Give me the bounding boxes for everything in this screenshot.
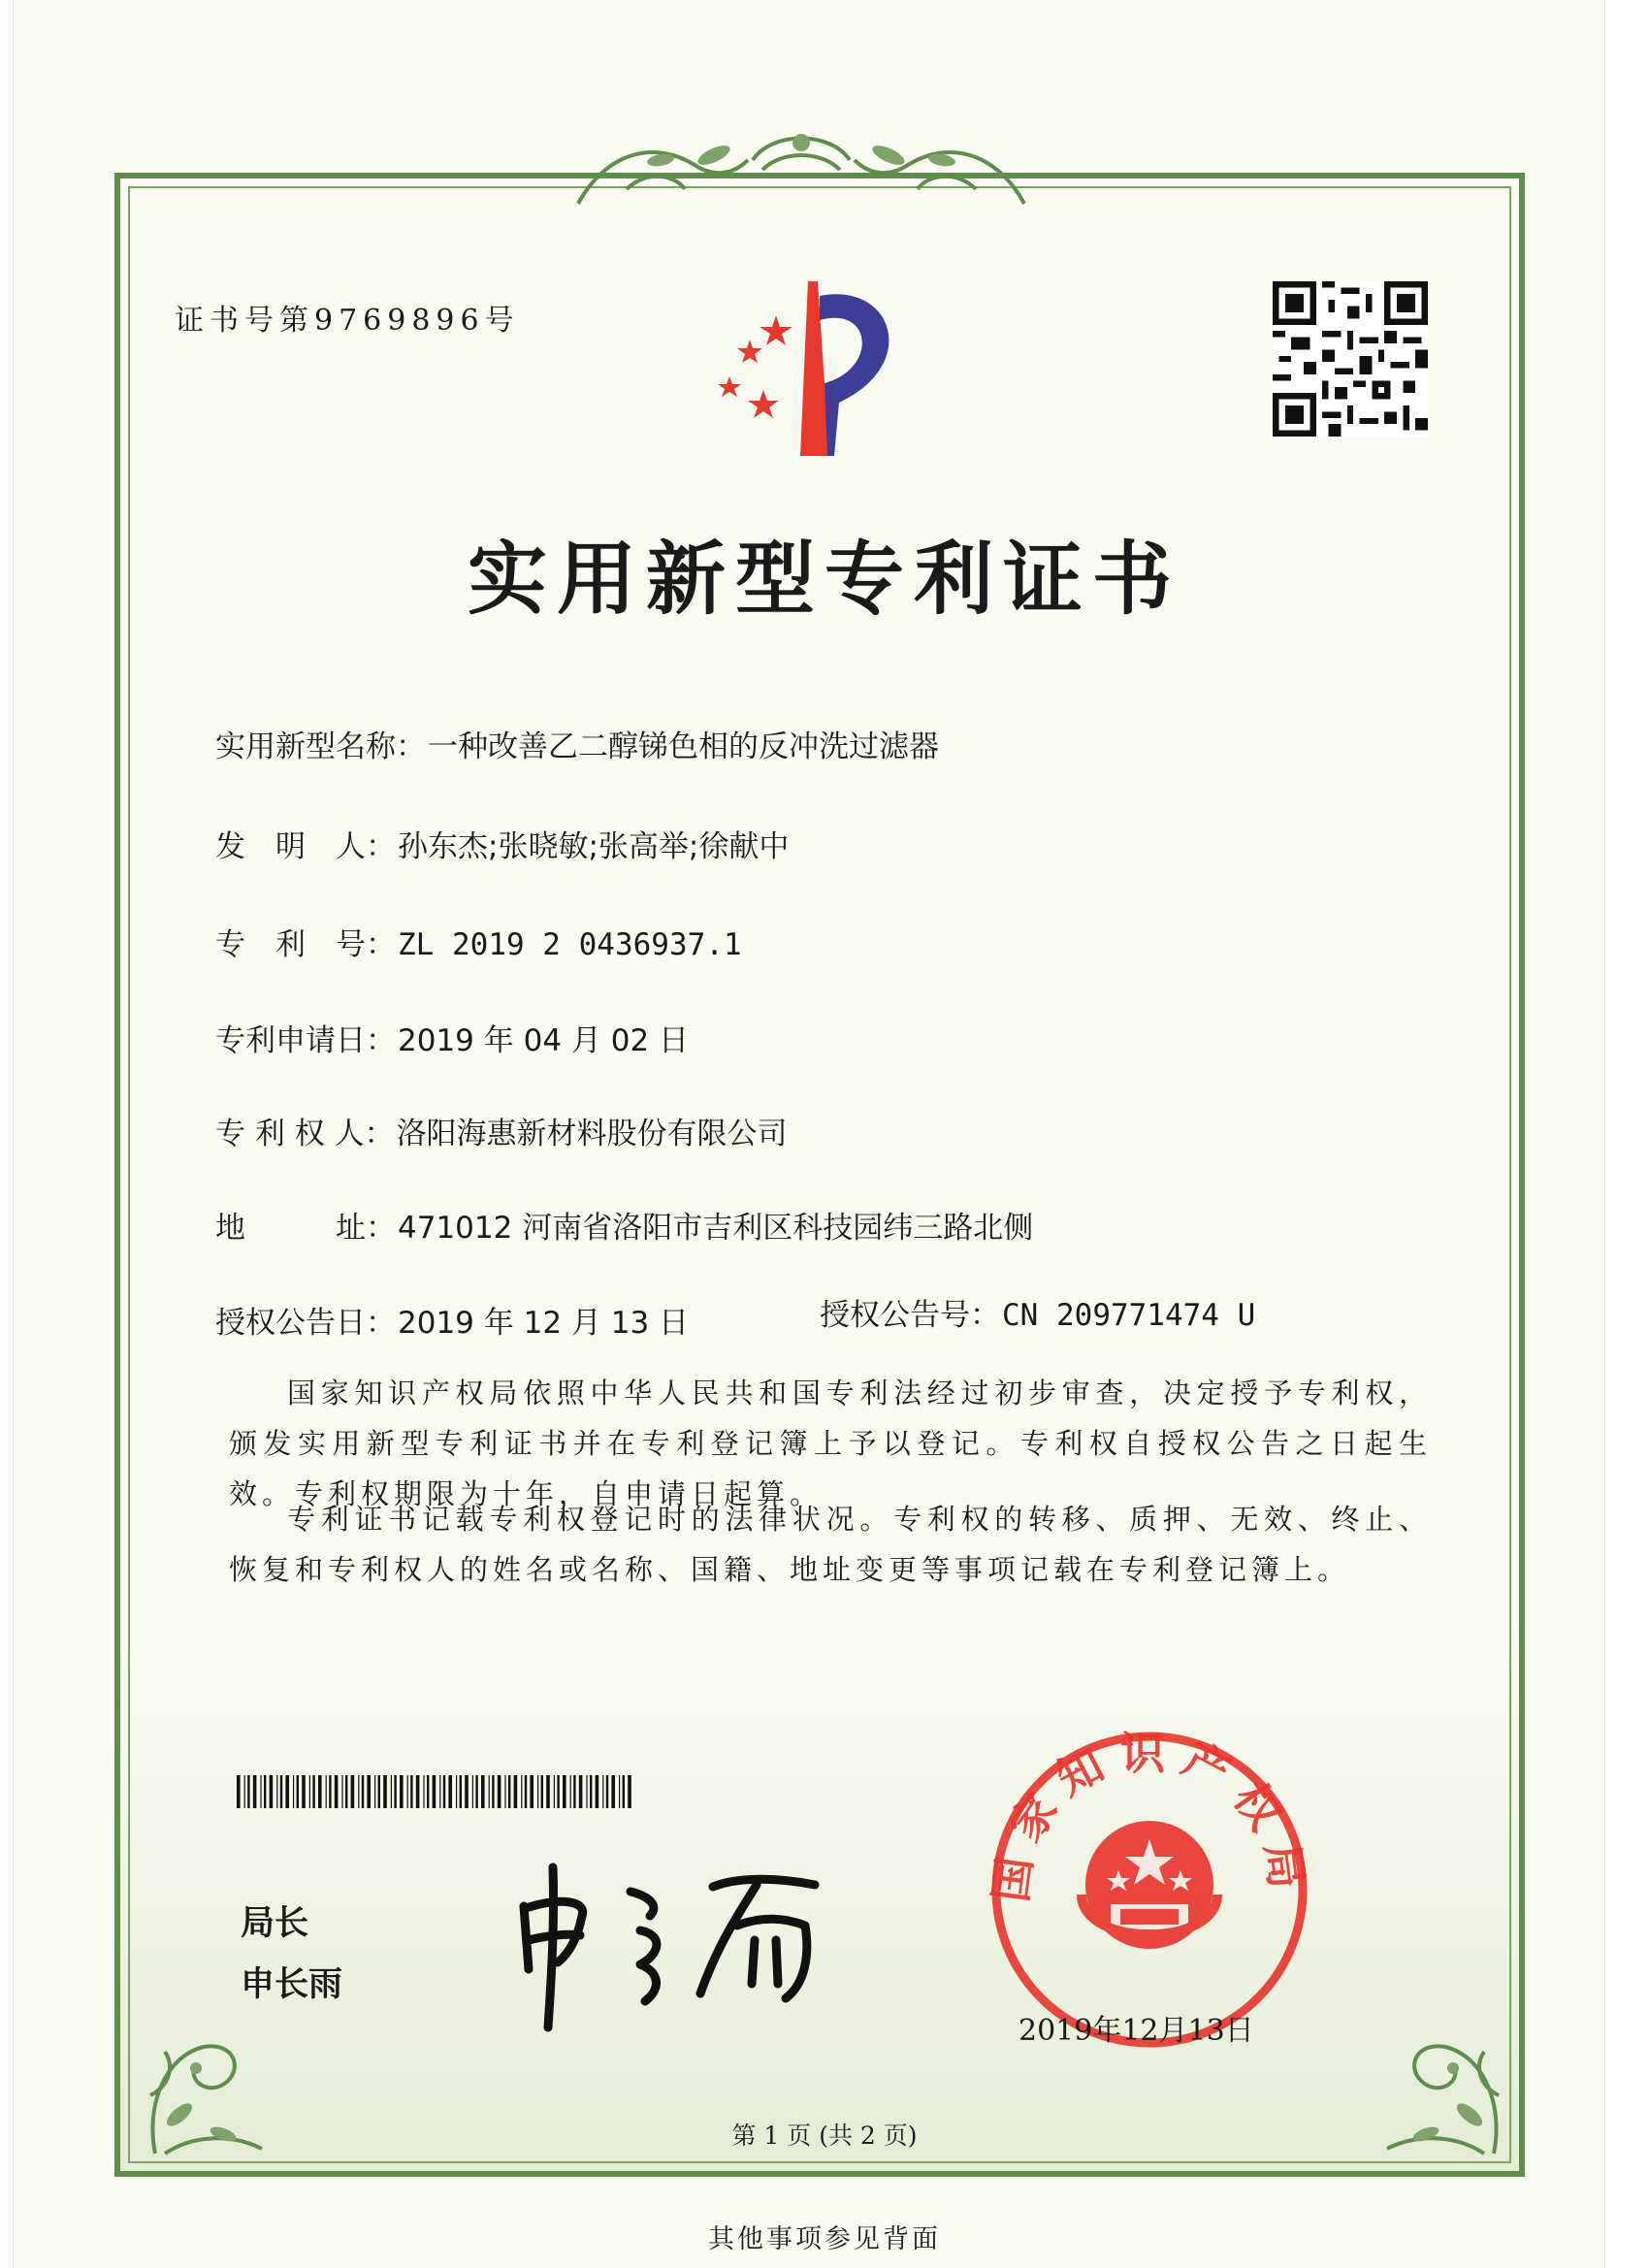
- field-inventor: [215, 822, 789, 865]
- field-grant-date: [215, 1298, 689, 1342]
- cnipa-emblem-icon: [684, 276, 936, 461]
- name-value: 一种改善乙二醇锑色相的反冲洗过滤器: [428, 729, 939, 764]
- seal-date: 2019年12月13日: [1018, 2014, 1254, 2048]
- address-value: 471012 河南省洛阳市吉利区科技园纬三路北侧: [398, 1211, 1034, 1246]
- top-ornament: [568, 121, 1034, 213]
- address-label: 地 址：: [215, 1211, 396, 1246]
- patentee-value: 洛阳海惠新材料股份有限公司: [396, 1117, 788, 1151]
- field-filing-date: [215, 1016, 689, 1059]
- qr-code-icon: [1273, 281, 1428, 437]
- certificate-number: 证书号第9769896号: [175, 304, 520, 338]
- grant-date-label: 授权公告日：: [215, 1306, 396, 1341]
- director-name: 申长雨: [241, 1965, 343, 2004]
- field-address: [215, 1203, 1033, 1247]
- page-title: 实用新型专利证书: [467, 534, 1181, 626]
- barcode-icon: [237, 1775, 638, 1808]
- grant-number-label: 授权公告号：: [820, 1298, 1000, 1333]
- name-label: 实用新型名称：: [215, 729, 426, 764]
- field-utility-model-name: [215, 722, 939, 765]
- official-seal: [975, 1725, 1324, 2055]
- statement-paragraph-1: 国家知识产权局依照中华人民共和国专利法经过初步审查，决定授予专利权，颁发实用新型专利证书并在专利登记簿上予以登记。专利权自授权公告之日起生效。专利权期限为十年，自申请日起算。: [229, 1377, 1432, 1510]
- patentee-label: 专 利 权 人：: [215, 1117, 395, 1151]
- page-number: 第 1 页 (共 2 页): [731, 2122, 918, 2150]
- patent-number-label: 专 利 号：: [215, 927, 396, 962]
- field-grant-number: [820, 1290, 1255, 1334]
- director-signature: [495, 1848, 844, 2042]
- inventor-label: 发 明 人：: [215, 829, 396, 864]
- filing-date-label: 专利申请日：: [215, 1023, 396, 1058]
- back-note: 其他事项参见背面: [708, 2224, 941, 2254]
- field-patentee: [215, 1109, 788, 1152]
- grant-number-value: CN 209771474 U: [1002, 1298, 1256, 1333]
- filing-date-value: 2019 年 04 月 02 日: [398, 1023, 690, 1058]
- statement-paragraph-2: 专利证书记载专利权登记时的法律状况。专利权的转移、质押、无效、终止、恢复和专利权人的姓名或名称、国籍、地址变更等事项记载在专利登记簿上。: [229, 1503, 1432, 1586]
- seal-text: 国家知识产权局: [984, 1727, 1315, 1905]
- field-patent-number: [215, 920, 742, 963]
- director-title: 局长: [241, 1904, 309, 1943]
- grant-date-value: 2019 年 12 月 13 日: [398, 1306, 690, 1341]
- patent-number-value: ZL 2019 2 0436937.1: [398, 927, 742, 962]
- inventor-value: 孙东杰;张晓敏;张高举;徐献中: [398, 829, 790, 864]
